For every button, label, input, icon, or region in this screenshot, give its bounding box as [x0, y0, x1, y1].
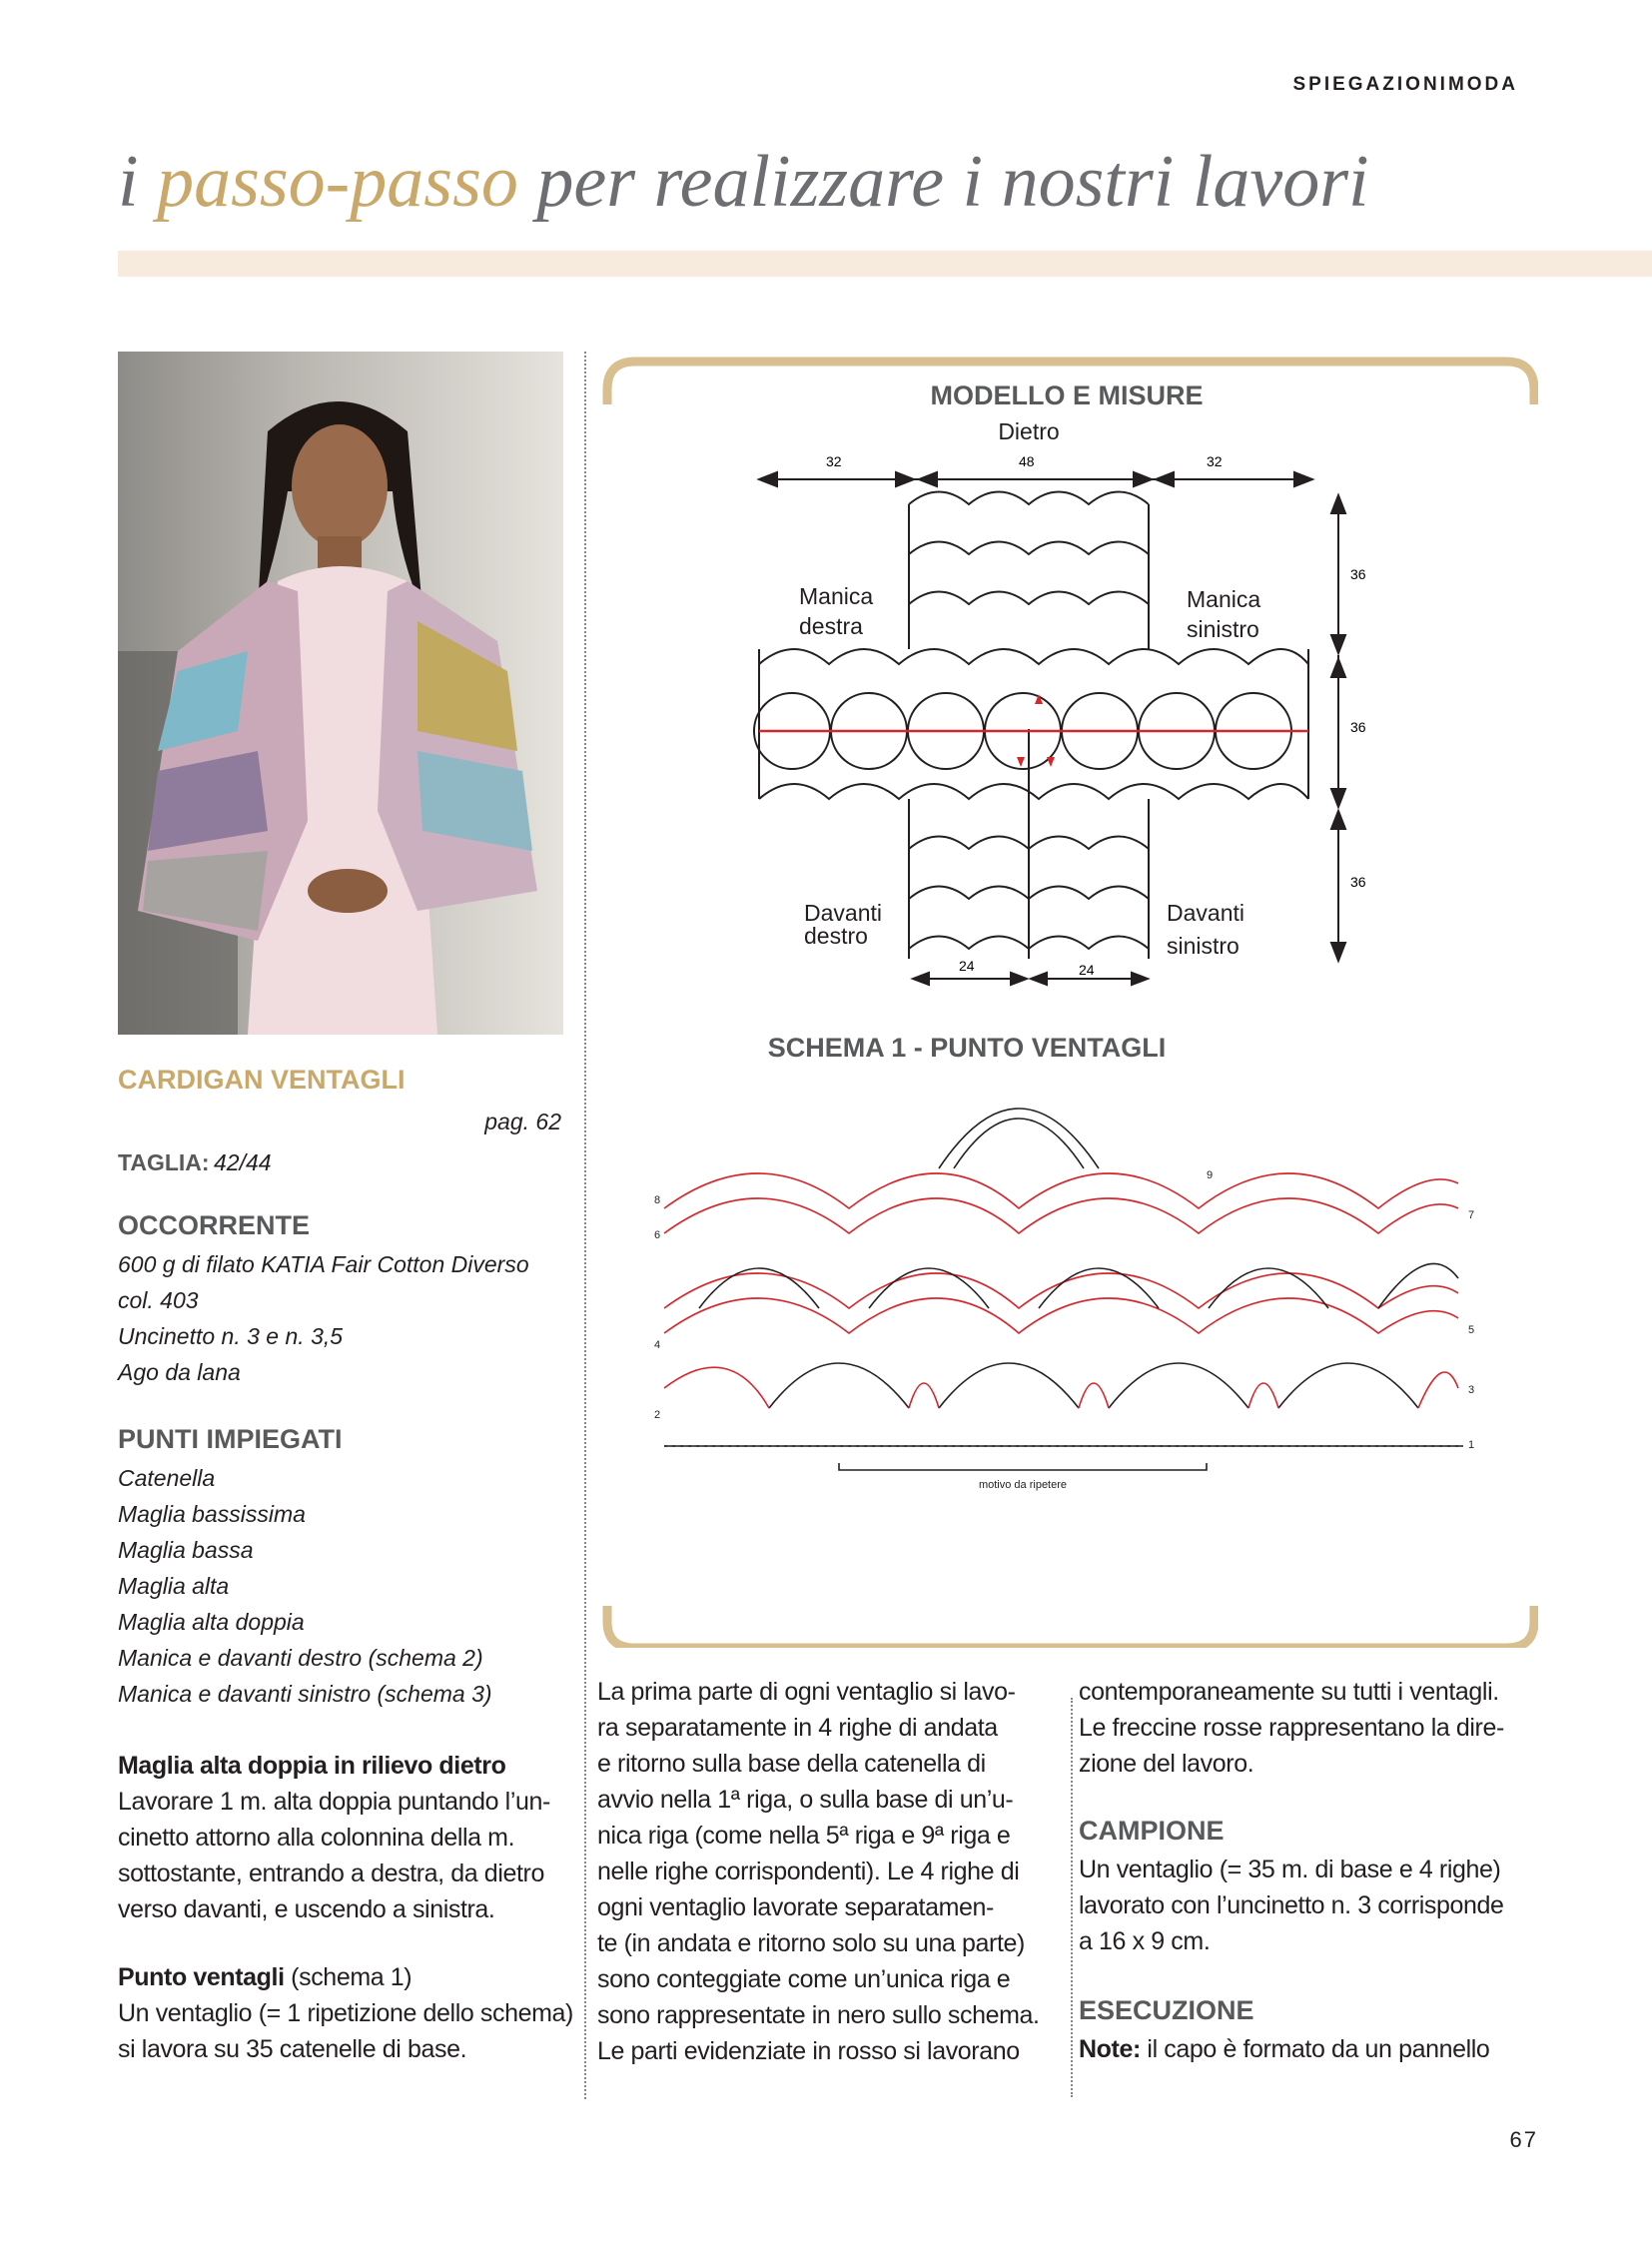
- text-line: te (in andata e ritorno solo su una parte): [597, 1929, 1025, 1957]
- page-number: 67: [1509, 2127, 1538, 2152]
- label-front-right-1: Davanti: [804, 900, 882, 926]
- title-suffix: per realizzare i nostri lavori: [517, 141, 1369, 223]
- stitch2-body: [118, 1995, 587, 2067]
- stitch-item: Maglia bassa: [118, 1537, 254, 1563]
- size-value: 42/44: [214, 1149, 272, 1175]
- text-line: Un ventaglio (= 1 ripetizione dello schema): [118, 1999, 573, 2027]
- stitch1-heading: Maglia alta doppia in rilievo dietro: [118, 1752, 506, 1780]
- note-text: il capo è formato da un pannello: [1140, 2035, 1490, 2063]
- title-underline-band: [118, 251, 1652, 277]
- execution-note: [1079, 2031, 1543, 2067]
- text-line: cinetto attorno alla colonnina della m.: [118, 1824, 515, 1852]
- measure-48: 48: [1019, 453, 1035, 469]
- crochet-chart: [664, 1109, 1463, 1470]
- label-front-right-2: destro: [804, 923, 868, 949]
- text-line: avvio nella 1ª riga, o sulla base di un’u-: [597, 1786, 1014, 1814]
- stitch2-ref: (schema 1): [284, 1963, 413, 1991]
- text-line: a 16 x 9 cm.: [1079, 1927, 1211, 1955]
- row-4: 4: [654, 1339, 661, 1351]
- text-line: nelle righe corrispondenti). Le 4 righe di: [597, 1858, 1020, 1885]
- execution-heading: ESECUZIONE: [1079, 1995, 1254, 2025]
- measure-32-right: 32: [1207, 453, 1223, 469]
- stitch-item: Manica e davanti destro (schema 2): [118, 1645, 483, 1671]
- size-line: [118, 1144, 272, 1180]
- text-line: Lavorare 1 m. alta doppia puntando l’un-: [118, 1788, 550, 1816]
- stitch-item: Manica e davanti sinistro (schema 3): [118, 1681, 492, 1707]
- row-5: 5: [1468, 1324, 1475, 1336]
- text-line: ogni ventaglio lavorate separatamen-: [597, 1893, 994, 1921]
- stitches-heading: PUNTI IMPIEGATI: [118, 1424, 343, 1454]
- materials-list: [118, 1246, 557, 1390]
- swatch-body: [1079, 1852, 1543, 1959]
- text-line: ra separatamente in 4 righe di andata: [597, 1714, 998, 1742]
- row-2: 2: [654, 1409, 661, 1421]
- text-line: e ritorno sulla base della catenella di: [597, 1750, 986, 1778]
- text-line: Le freccine rosse rappresentano la dire-: [1079, 1714, 1504, 1742]
- materials-line: col. 403: [118, 1287, 199, 1313]
- row-7: 7: [1468, 1209, 1475, 1221]
- label-sleeve-right-2: destra: [799, 613, 863, 639]
- schema-title: SCHEMA 1 - PUNTO VENTAGLI: [767, 1033, 1167, 1063]
- measure-24-right: 24: [1079, 962, 1095, 978]
- bracket-bottom: [607, 1606, 1534, 1648]
- size-label: TAGLIA:: [118, 1149, 210, 1175]
- stitch-item: Catenella: [118, 1465, 216, 1491]
- label-sleeve-right-1: Manica: [799, 583, 874, 609]
- title-accent: passo-passo: [157, 141, 518, 223]
- text-line: Le parti evidenziate in rosso si lavorano: [597, 2037, 1020, 2065]
- text-line: contemporaneamente su tutti i ventagli.: [1079, 1678, 1499, 1706]
- column-separator-2: [1071, 1698, 1073, 2097]
- swatch-heading: CAMPIONE: [1079, 1816, 1225, 1846]
- text-line: si lavora su 35 catenelle di base.: [118, 2035, 467, 2063]
- text-line: sono conteggiate come un’unica riga e: [597, 1965, 1011, 1993]
- text-line: Un ventaglio (= 35 m. di base e 4 righe): [1079, 1856, 1501, 1883]
- text-line: lavorato con l’uncinetto n. 3 corrisponde: [1079, 1891, 1504, 1919]
- stitch2-heading: Punto ventagli: [118, 1963, 285, 1991]
- note-label: Note:: [1079, 2035, 1141, 2063]
- row-8: 8: [654, 1194, 661, 1206]
- row-3: 3: [1468, 1384, 1475, 1396]
- row-6: 6: [654, 1229, 661, 1241]
- text-line: sottostante, entrando a destra, da dietro: [118, 1860, 544, 1887]
- label-front-left-1: Davanti: [1167, 900, 1244, 926]
- title-prefix: i: [118, 141, 158, 223]
- row-9: 9: [1207, 1169, 1214, 1181]
- right-column-intro: [1079, 1674, 1543, 1782]
- page-ref: pag. 62: [484, 1109, 561, 1134]
- garment-schematic: [754, 492, 1308, 960]
- pattern-title: CARDIGAN VENTAGLI: [118, 1065, 406, 1095]
- middle-column-text: [597, 1674, 1062, 2069]
- text-line: nica riga (come nella 5ª riga e 9ª riga e: [597, 1822, 1011, 1850]
- model-photo: [118, 352, 563, 1035]
- text-line: zione del lavoro.: [1079, 1750, 1254, 1778]
- label-sleeve-left-2: sinistro: [1187, 616, 1259, 642]
- stitch-item: Maglia alta: [118, 1573, 230, 1599]
- measure-36-bottom: 36: [1350, 874, 1366, 890]
- column-separator: [584, 352, 586, 2099]
- materials-line: 600 g di filato KATIA Fair Cotton Diverso: [118, 1251, 529, 1277]
- section-label: SPIEGAZIONIMODA: [1292, 74, 1518, 95]
- materials-line: Ago da lana: [118, 1359, 241, 1385]
- repeat-label: motivo da ripetere: [978, 1479, 1068, 1491]
- measure-24-left: 24: [959, 958, 975, 974]
- text-line: sono rappresentate in nero sullo schema.: [597, 2001, 1040, 2029]
- stitch-item: Maglia alta doppia: [118, 1609, 305, 1635]
- materials-line: Uncinetto n. 3 e n. 3,5: [118, 1323, 344, 1349]
- measure-36-mid: 36: [1350, 719, 1366, 735]
- row-1: 1: [1468, 1439, 1475, 1451]
- model-title: MODELLO E MISURE: [930, 380, 1204, 410]
- text-line: La prima parte di ogni ventaglio si lavo-: [597, 1678, 1016, 1706]
- stitch-item: Maglia bassissima: [118, 1501, 306, 1527]
- stitches-list: [118, 1460, 577, 1712]
- materials-heading: OCCORRENTE: [118, 1210, 311, 1240]
- back-label: Dietro: [998, 418, 1060, 444]
- measure-32-left: 32: [826, 453, 842, 469]
- page-title: [118, 140, 1369, 225]
- stitch2-heading-line: [118, 1959, 412, 1995]
- label-sleeve-left-1: Manica: [1187, 586, 1261, 612]
- measure-36-top: 36: [1350, 566, 1366, 582]
- stitch1-body: [118, 1784, 582, 1927]
- text-line: verso davanti, e uscendo a sinistra.: [118, 1895, 495, 1923]
- diagram-panel: [599, 350, 1538, 1648]
- label-front-left-2: sinistro: [1167, 933, 1239, 959]
